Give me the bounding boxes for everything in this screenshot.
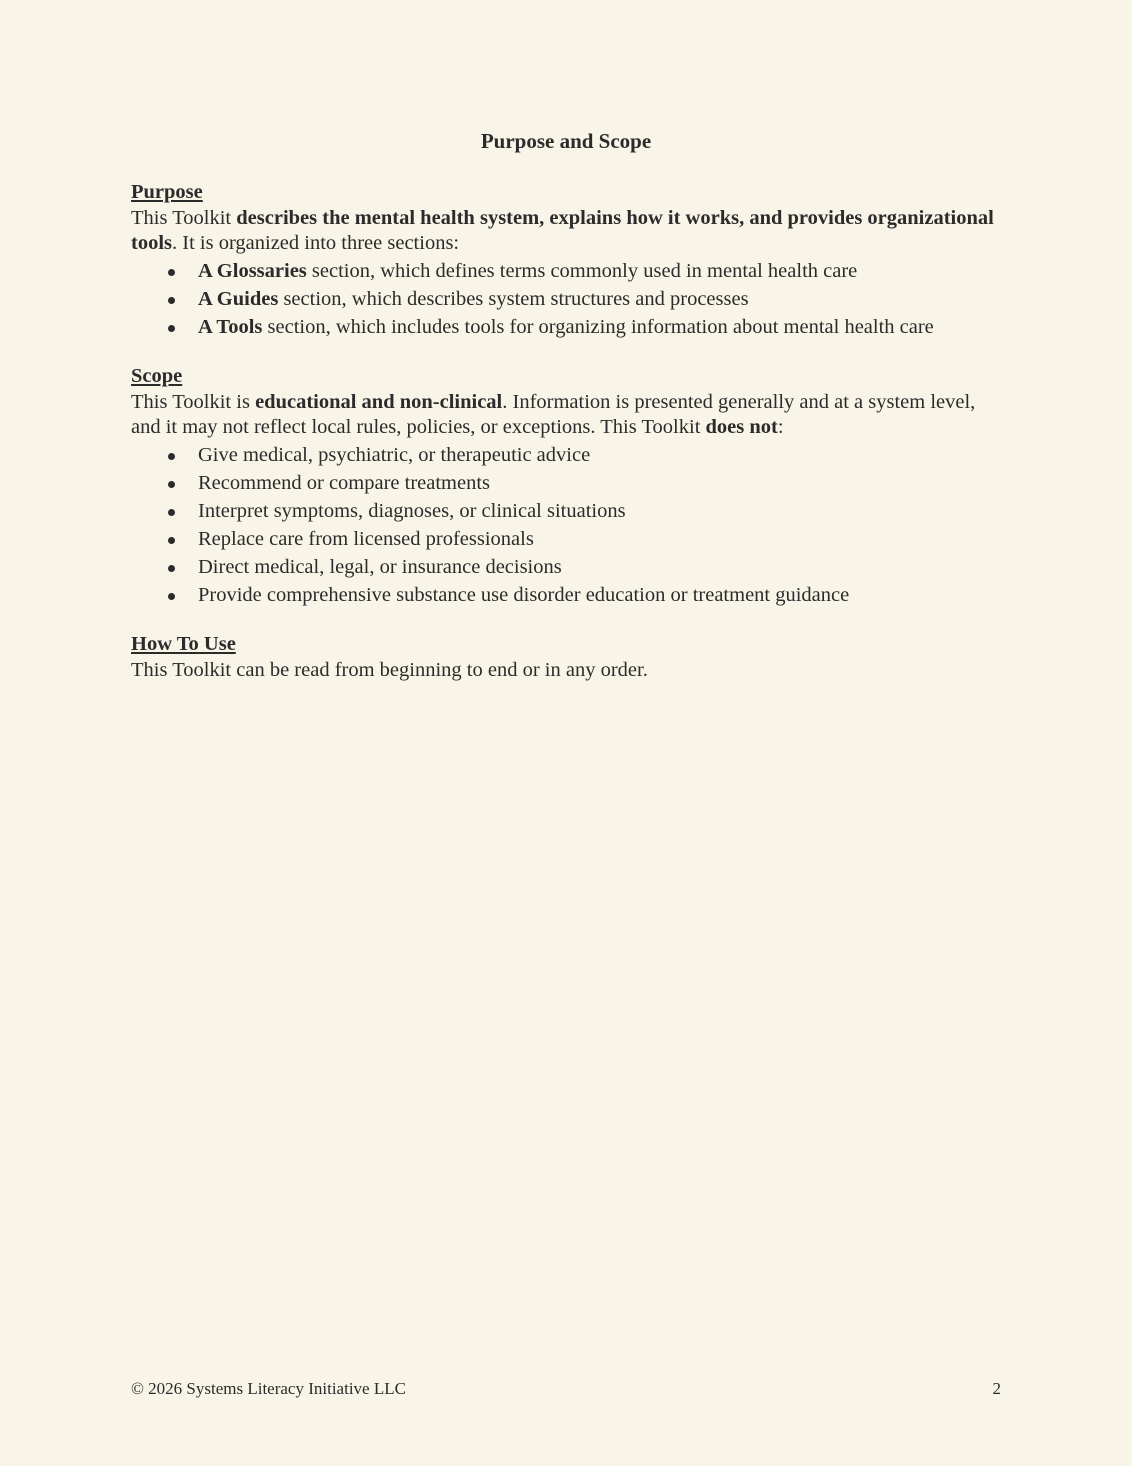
- scope-heading: Scope: [131, 365, 183, 387]
- page-number: 2: [992, 1379, 1001, 1398]
- scope-intro-text-3: :: [777, 416, 784, 438]
- how-to-use-section: [131, 632, 1001, 683]
- scope-intro-text-1: This Toolkit is: [131, 390, 256, 413]
- list-item: Replace care from licensed professionals: [131, 527, 1001, 553]
- scope-intro: [131, 390, 1001, 441]
- scope-intro-bold-1: educational and non-clinical: [255, 390, 503, 413]
- list-item-bold: A Tools: [198, 315, 263, 338]
- list-item: Direct medical, legal, or insurance decisions: [131, 555, 1001, 581]
- how-to-use-text: This Toolkit can be read from beginning to end or in any order.: [131, 658, 648, 681]
- copyright-notice: © 2026 Systems Literacy Initiative LLC: [131, 1379, 406, 1398]
- list-item-bold: A Guides: [198, 287, 279, 310]
- scope-exclusions-list: [131, 443, 1001, 609]
- purpose-section: [131, 180, 1001, 340]
- scope-intro-text-2: . Information is presented generally and at a system level, and it may not reflect local rules, policies, or exceptions. This Toolkit: [131, 390, 976, 438]
- page-footer: [131, 1378, 1001, 1400]
- list-item-bold: A Glossaries: [198, 259, 307, 282]
- purpose-intro-text-1: This Toolkit: [131, 206, 237, 229]
- list-item: [131, 259, 1001, 285]
- list-item: Interpret symptoms, diagnoses, or clinical situations: [131, 499, 1001, 525]
- list-item: Provide comprehensive substance use disorder education or treatment guidance: [131, 583, 1001, 609]
- list-item-text: section, which describes system structures and processes: [278, 287, 749, 310]
- purpose-intro: [131, 206, 1001, 257]
- purpose-sections-list: [131, 259, 1001, 341]
- list-item: [131, 315, 1001, 341]
- purpose-intro-text-2: . It is organized into three sections:: [172, 232, 460, 254]
- scope-section: [131, 364, 1001, 608]
- page-content: [131, 126, 1001, 707]
- purpose-intro-bold-1: describes the mental health system, explains how it works, and provides organizational tools: [131, 206, 994, 254]
- scope-intro-bold-2: does not: [705, 416, 778, 438]
- purpose-heading: Purpose: [131, 181, 203, 203]
- page-title: Purpose and Scope: [480, 129, 652, 153]
- list-item: Recommend or compare treatments: [131, 471, 1001, 497]
- list-item-text: section, which includes tools for organizing information about mental health care: [262, 315, 934, 338]
- how-to-use-heading: How To Use: [131, 633, 236, 655]
- list-item: Give medical, psychiatric, or therapeutic advice: [131, 443, 1001, 469]
- list-item-text: section, which defines terms commonly used in mental health care: [306, 259, 858, 282]
- list-item: [131, 287, 1001, 313]
